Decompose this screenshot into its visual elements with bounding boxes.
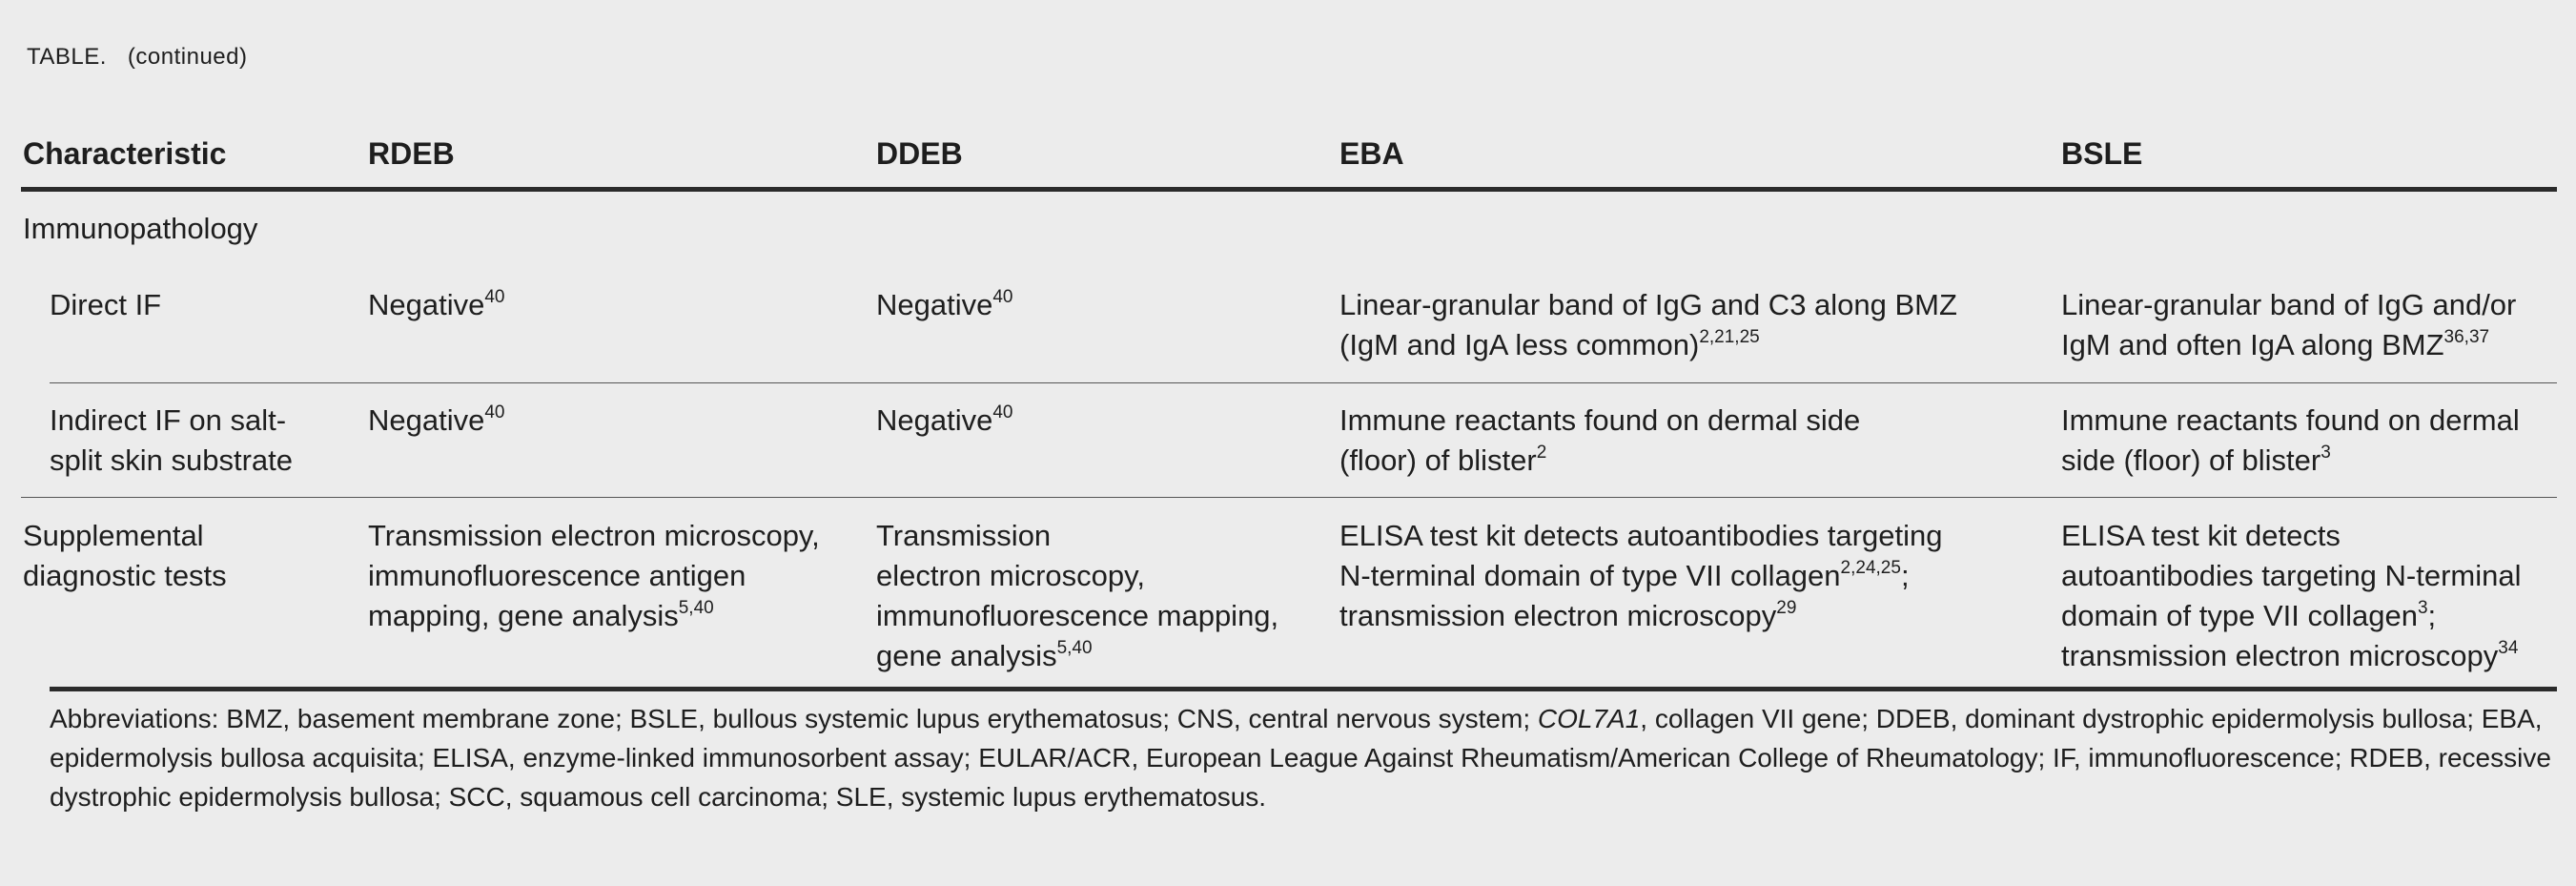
cell-eba: Immune reactants found on dermal side (floor) of blister$^2$ [1339, 403, 1861, 477]
cell-bsle: Linear-granular band of IgG and/or IgM and often IgA along BMZ$^{36,37}$ [2061, 288, 2517, 361]
cell-eba: ELISA test kit detects autoantibodies targeting N-terminal domain of type VII collagen$^{2,24,25}$; transmission electron microscopy$^{29}$ [1339, 519, 1943, 632]
row-divider [21, 497, 2557, 498]
header-eba: EBA [1339, 136, 1404, 171]
cell-eba: Linear-granular band of IgG and C3 along BMZ (IgM and IgA less common)$^{2,21,25}$ [1339, 288, 1957, 361]
caption-label: TABLE. [27, 44, 107, 70]
cell-rdeb: Negative$^{40}$ [368, 402, 505, 437]
cell-ddeb: Negative$^{40}$ [876, 402, 1013, 437]
header-rdeb: RDEB [368, 136, 455, 171]
cell-rdeb: Negative$^{40}$ [368, 287, 505, 321]
row-label: Supplemental diagnostic tests [23, 519, 227, 592]
cell-bsle: Immune reactants found on dermal side (floor) of blister$^3$ [2061, 403, 2520, 477]
row-divider [50, 382, 2557, 383]
row-label: Indirect IF on salt- split skin substrate [50, 403, 293, 477]
header-characteristic: Characteristic [23, 136, 227, 171]
cell-bsle: ELISA test kit detects autoantibodies targeting N-terminal domain of type VII collagen$^3$; transmission electron microscopy$^{34}$ [2061, 519, 2522, 672]
header-ddeb: DDEB [876, 136, 963, 171]
row-label: Direct IF [50, 288, 162, 321]
cell-ddeb: Negative$^{40}$ [876, 287, 1013, 321]
abbreviations-footnote: Abbreviations: BMZ, basement membrane zone; BSLE, bullous systemic lupus erythematosus; CNS, central nervous system; COL7A1, collagen VII gene; DDEB, dominant dystrophic epidermolysis bullosa; EBA, epidermolysis bullosa acquisita; ELISA, enzyme-linked immunosorbent assay; EULAR/ACR, European League Against Rheumatism/American College of Rheumatology; IF, immunofluorescence; RDEB, recessive dystrophic epidermolysis bullosa; SCC, squamous cell carcinoma; SLE, systemic lupus erythematosus. [50, 704, 2551, 812]
cell-ddeb: Transmission electron microscopy, immunofluorescence mapping, gene analysis$^{5,40}$ [876, 519, 1279, 672]
gene-name: COL7A1 [1537, 704, 1641, 733]
section-immunopathology: Immunopathology [23, 212, 258, 245]
table-caption [27, 44, 248, 71]
header-rule [21, 187, 2557, 192]
table-bottom-rule [50, 687, 2557, 691]
header-bsle: BSLE [2061, 136, 2143, 171]
cell-rdeb: Transmission electron microscopy, immunofluorescence antigen mapping, gene analysis$^{5,40}$ [368, 519, 820, 632]
caption-note: (continued) [127, 44, 248, 70]
